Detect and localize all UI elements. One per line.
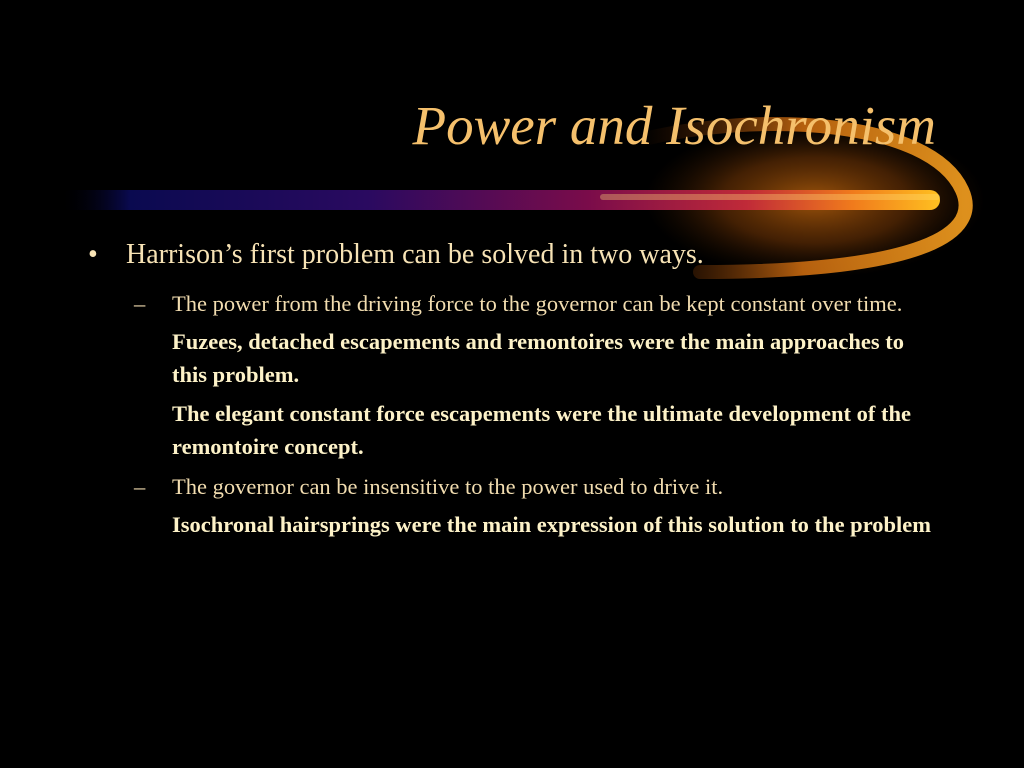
bullet-item [88, 238, 968, 272]
sub-bullet-text: The governor can be insensitive to the power used to drive it. [172, 473, 724, 499]
sub-bullet-item [134, 288, 942, 321]
slide-body [88, 238, 968, 549]
sub-bullet-note: The elegant constant force escapements were the ultimate development of the remontoire concept. [172, 401, 912, 460]
sub-bullet-note: Isochronal hairsprings were the main expression of this solution to the problem [172, 512, 932, 538]
sub-bullet-note: Fuzees, detached escapements and remontoires were the main approaches to this problem. [172, 329, 904, 387]
slide-title: Power and Isochronism [412, 95, 936, 156]
bullet-marker: • [88, 239, 98, 270]
dash-marker: – [134, 473, 146, 499]
dash-marker: – [134, 290, 146, 316]
sub-bullet-item [134, 471, 942, 504]
swoosh-bar-highlight [600, 194, 940, 200]
sub-bullet-text: The power from the driving force to the governor can be kept constant over time. [172, 290, 903, 316]
bullet-text: Harrison’s first problem can be solved in two ways. [126, 239, 704, 270]
